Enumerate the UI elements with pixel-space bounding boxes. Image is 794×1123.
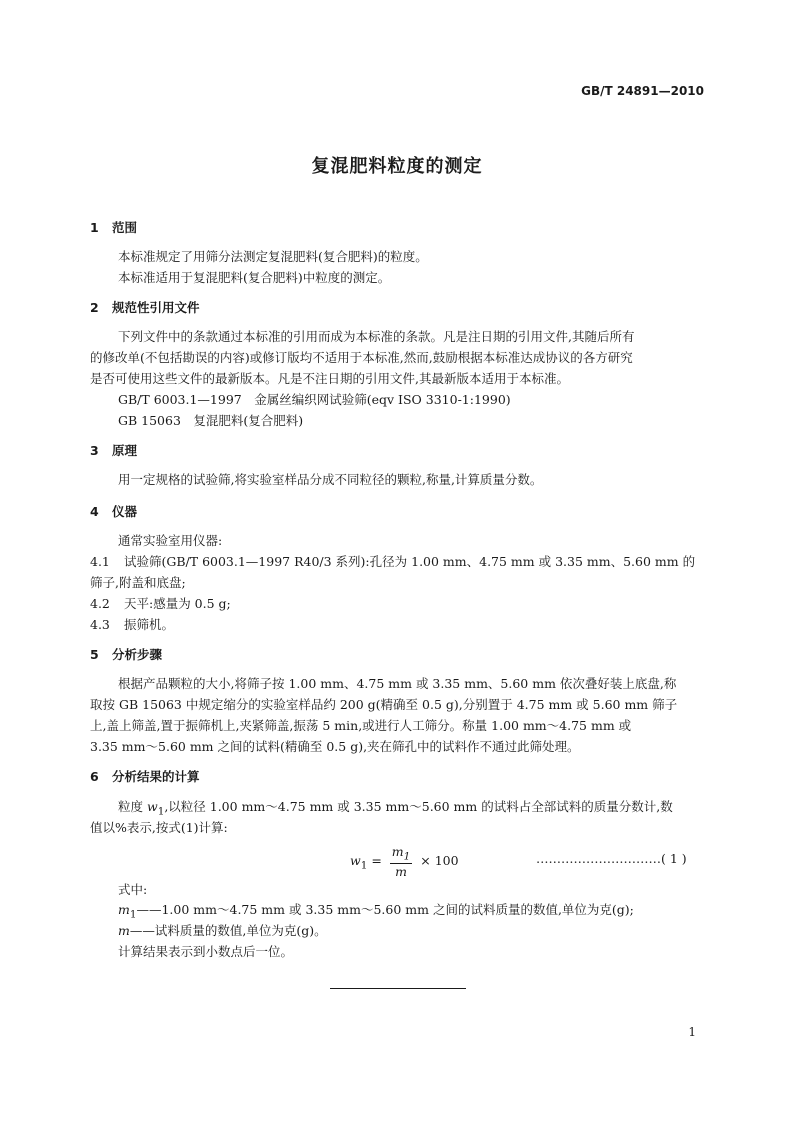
section-number: 2: [90, 300, 99, 315]
paragraph-line: 值以%表示,按式(1)计算:: [90, 820, 228, 835]
paragraph-line: 上,盖上筛盖,置于振筛机上,夹紧筛盖,振荡 5 min,或进行人工筛分。称量 1.00 mm～4.75 mm 或: [90, 718, 632, 733]
page-number: 1: [688, 1025, 696, 1039]
paragraph: 本标准适用于复混肥料(复合肥料)中粒度的测定。: [118, 270, 391, 285]
definition-text: ——1.00 mm～4.75 mm 或 3.35 mm～5.60 mm 之间的试料质量的数值,单位为克(g);: [136, 902, 634, 917]
section-5-heading: [90, 645, 162, 663]
clause-number: 4.1: [90, 554, 110, 569]
subscript: 1: [360, 859, 368, 872]
section-number: 6: [90, 769, 99, 784]
paragraph: 本标准规定了用筛分法测定复混肥料(复合肥料)的粒度。: [118, 249, 428, 264]
clause-number: 4.3: [90, 617, 110, 632]
section-number: 5: [90, 647, 99, 662]
clause-4-1-continuation: 筛子,附盖和底盘;: [90, 575, 186, 590]
paragraph: 通常实验室用仪器:: [118, 533, 223, 548]
clause-4-3: [90, 615, 174, 633]
definition-m1: [118, 900, 634, 921]
equals-sign: =: [371, 852, 382, 868]
fraction: [390, 844, 412, 879]
end-rule: [330, 988, 466, 989]
variable-m1: m: [391, 844, 404, 859]
variable-m: m: [118, 923, 130, 938]
clause-number: 4.2: [90, 596, 110, 611]
result-precision: 计算结果表示到小数点后一位。: [118, 944, 294, 959]
subscript: 1: [403, 850, 411, 863]
section-3-heading: [90, 441, 137, 459]
section-2-heading: [90, 298, 200, 316]
text-fragment: 粒度: [118, 799, 147, 814]
subscript: 1: [129, 908, 137, 921]
section-title: 分析结果的计算: [112, 769, 200, 784]
section-title: 范围: [112, 220, 138, 235]
paragraph-line: 根据产品颗粒的大小,将筛子按 1.00 mm、4.75 mm 或 3.35 mm、5.60 mm 依次叠好装上底盘,称: [118, 676, 677, 691]
reference-gb15063: GB 15063 复混肥料(复合肥料): [118, 413, 304, 428]
clause-text: 试验筛(GB/T 6003.1—1997 R40/3 系列):孔径为 1.00 mm、4.75 mm 或 3.35 mm、5.60 mm 的: [124, 554, 696, 569]
multiply-100: × 100: [420, 852, 459, 868]
clause-4-1: [90, 552, 695, 570]
fraction-denominator: m: [395, 863, 407, 879]
document-title: 复混肥料粒度的测定: [311, 156, 483, 177]
section-number: 3: [90, 443, 99, 458]
clause-text: 天平:感量为 0.5 g;: [124, 596, 231, 611]
reference-gbt6003: GB/T 6003.1—1997 金属丝编织网试验筛(eqv ISO 3310-1:1990): [118, 392, 511, 407]
paragraph-line: 是否可使用这些文件的最新版本。凡是不注日期的引用文件,其最新版本适用于本标准。: [90, 371, 569, 386]
paragraph-line: [118, 797, 673, 818]
text-fragment: ,以粒径 1.00 mm～4.75 mm 或 3.35 mm～5.60 mm 的试料占全部试料的质量分数计,数: [164, 799, 673, 814]
definition-m: [118, 921, 327, 939]
fraction-numerator: [390, 844, 412, 864]
section-title: 仪器: [112, 504, 138, 519]
section-number: 4: [90, 504, 99, 519]
clause-text: 振筛机。: [124, 617, 175, 632]
paragraph: 用一定规格的试验筛,将实验室样品分成不同粒径的颗粒,称量,计算质量分数。: [118, 472, 543, 487]
equation-number: …………………………( 1 ): [536, 851, 687, 866]
paragraph-line: 下列文件中的条款通过本标准的引用而成为本标准的条款。凡是注日期的引用文件,其随后所有: [118, 329, 635, 344]
section-title: 分析步骤: [112, 647, 163, 662]
variable-w: w: [146, 799, 158, 814]
section-title: 规范性引用文件: [112, 300, 200, 315]
paragraph-line: 的修改单(不包括勘误的内容)或修订版均不适用于本标准,然而,鼓励根据本标准达成协议的各方研究: [90, 350, 633, 365]
variable-w: w: [350, 852, 361, 868]
section-number: 1: [90, 220, 99, 235]
subscript: 1: [157, 805, 165, 818]
paragraph-line: 3.35 mm～5.60 mm 之间的试料(精确至 0.5 g),夹在筛孔中的试料作不通过此筛处理。: [90, 739, 580, 754]
section-1-heading: [90, 218, 137, 236]
section-6-heading: [90, 767, 200, 785]
section-title: 原理: [112, 443, 138, 458]
equation-1: [350, 844, 459, 879]
where-label: 式中:: [118, 882, 148, 897]
variable-m: m: [118, 902, 130, 917]
definition-text: ——试料质量的数值,单位为克(g)。: [129, 923, 327, 938]
section-4-heading: [90, 502, 137, 520]
paragraph-line: 取按 GB 15063 中规定缩分的实验室样品约 200 g(精确至 0.5 g),分别置于 4.75 mm 或 5.60 mm 筛子: [90, 697, 678, 712]
standard-number: GB/T 24891—2010: [581, 84, 704, 98]
clause-4-2: [90, 594, 231, 612]
